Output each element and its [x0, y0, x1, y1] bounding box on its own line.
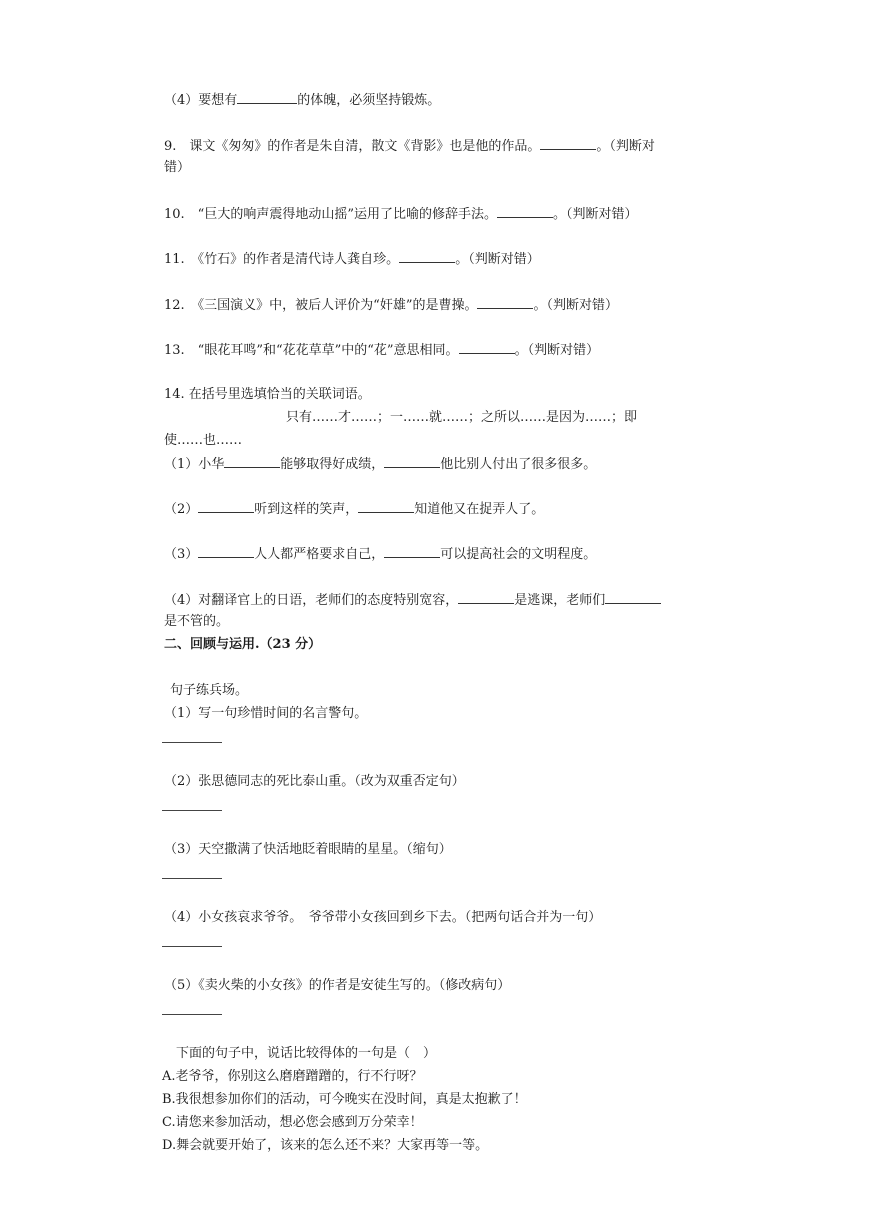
q8-4-text-after: 的体魄，必须坚持锻炼。 — [297, 93, 441, 108]
q14-sentence-2 — [164, 500, 544, 519]
section-2-heading — [164, 636, 321, 654]
sentence-practice-intro — [170, 682, 248, 700]
answer-blank[interactable] — [384, 545, 440, 558]
practice-item-3-text: （3）天空撒满了快活地眨着眼睛的星星。（缩句） — [164, 842, 452, 857]
mc-option-b-text: B.我很想参加你们的活动，可今晚实在没时间，真是太抱歉了！ — [162, 1092, 527, 1107]
answer-blank[interactable] — [540, 137, 596, 150]
q14-s2-part-a: （2） — [164, 502, 199, 517]
question-9-continued — [164, 159, 190, 177]
q9-text-line2: 错） — [164, 160, 191, 175]
practice-item-2 — [164, 773, 465, 791]
question-12 — [164, 296, 618, 315]
mc-option-d[interactable] — [162, 1137, 488, 1155]
q14-s1-part-a: （1）小华 — [164, 457, 225, 472]
q12-text: 12. 《三国演义》中，被后人评价为“奸雄”的是曹操。 — [164, 298, 478, 313]
practice-item-2-text: （2）张思德同志的死比泰山重。（改为双重否定句） — [164, 774, 465, 789]
mc-option-b[interactable] — [162, 1091, 527, 1109]
q14-title: 14. 在括号里选填恰当的关联词语。 — [164, 387, 371, 402]
q9-text: 9. 课文《匆匆》的作者是朱自清，散文《背影》也是他的作品。 — [164, 139, 541, 154]
answer-line[interactable] — [162, 742, 222, 743]
answer-blank[interactable] — [358, 500, 414, 513]
q14-s3-part-a: （3） — [164, 547, 199, 562]
q13-text-after: 。（判断对错） — [514, 343, 600, 358]
answer-blank[interactable] — [384, 455, 440, 468]
q14-s1-part-c: 他比别人付出了很多很多。 — [440, 457, 597, 472]
answer-blank[interactable] — [497, 205, 553, 218]
answer-blank[interactable] — [399, 250, 455, 263]
answer-blank[interactable] — [477, 296, 533, 309]
question-10 — [164, 205, 637, 224]
answer-blank[interactable] — [224, 455, 280, 468]
mc-option-d-text: D.舞会就要开始了，该来的怎么还不来？大家再等一等。 — [162, 1138, 489, 1153]
intro-text: 句子练兵场。 — [170, 683, 249, 698]
q10-text-after: 。（判断对错） — [552, 207, 638, 222]
q14-sentence-4-continued — [164, 613, 229, 631]
practice-item-4-text: （4）小女孩哀求爷爷。 爷爷带小女孩回到乡下去。（把两句话合并为一句） — [164, 910, 602, 925]
practice-item-1 — [164, 705, 367, 723]
q14-s1-part-b: 能够取得好成绩， — [280, 457, 385, 472]
mc-stem-text: 下面的句子中，说话比较得体的一句是（ ） — [176, 1046, 437, 1061]
q14-s3-part-c: 可以提高社会的文明程度。 — [440, 547, 597, 562]
q14-sentence-4 — [164, 591, 661, 610]
q14-s2-part-c: 知道他又在捉弄人了。 — [414, 502, 545, 517]
answer-line[interactable] — [162, 878, 222, 879]
q11-text-after: 。（判断对错） — [455, 252, 540, 267]
q8-4-text-before: （4）要想有 — [164, 93, 238, 108]
q14-s4-part-a: （4）对翻译官上的日语，老师们的态度特别宽容， — [164, 593, 459, 608]
q14-sentence-3 — [164, 545, 596, 564]
answer-blank[interactable] — [198, 545, 254, 558]
q14-options-line1 — [286, 409, 637, 427]
q14-options: 只有……才……；一……就……；之所以……是因为……；即 — [286, 410, 638, 425]
practice-item-5-text: （5）《卖火柴的小女孩》的作者是安徒生写的。（修改病句） — [164, 978, 511, 993]
q14-s4-part-b: 是逃课，老师们 — [514, 593, 606, 608]
q14-s2-part-b: 听到这样的笑声， — [254, 502, 359, 517]
answer-blank[interactable] — [237, 91, 297, 104]
q14-s3-part-b: 人人都严格要求自己， — [254, 547, 385, 562]
q14-s4-line2: 是不管的。 — [164, 614, 230, 629]
mc-option-a[interactable] — [162, 1068, 423, 1086]
answer-line[interactable] — [162, 1014, 222, 1015]
q14-options-line2 — [164, 432, 242, 450]
question-11 — [164, 250, 540, 269]
answer-line[interactable] — [162, 946, 222, 947]
answer-blank[interactable] — [459, 341, 515, 354]
section-2-title: 二、回顾与运用.（23 分） — [164, 637, 322, 652]
answer-blank[interactable] — [458, 591, 514, 604]
q13-text: 13. “眼花耳鸣”和“花花草草”中的“花”意思相同。 — [164, 343, 459, 358]
q12-text-after: 。（判断对错） — [533, 298, 618, 313]
q9-text-after: 。（判断对 — [596, 139, 655, 154]
mc-option-a-text: A.老爷爷，你别这么磨磨蹭蹭的，行不行呀？ — [162, 1069, 423, 1084]
mc-option-c-text: C.请您来参加活动，想必您会感到万分荣幸！ — [162, 1115, 423, 1130]
question-9 — [164, 137, 655, 156]
q14-sentence-1 — [164, 455, 596, 474]
answer-blank[interactable] — [198, 500, 254, 513]
question-13 — [164, 341, 599, 360]
q14-options-cont: 使……也…… — [164, 433, 243, 448]
mc-option-c[interactable] — [162, 1114, 423, 1132]
question-8-4 — [164, 91, 440, 110]
practice-item-4 — [164, 909, 601, 927]
practice-item-5 — [164, 977, 510, 995]
practice-item-1-text: （1）写一句珍惜时间的名言警句。 — [164, 706, 368, 721]
practice-item-3 — [164, 841, 452, 859]
question-14-title — [164, 386, 371, 404]
q11-text: 11. 《竹石》的作者是清代诗人龚自珍。 — [164, 252, 400, 267]
answer-line[interactable] — [162, 810, 222, 811]
answer-blank[interactable] — [605, 591, 661, 604]
mc-question-stem — [176, 1045, 436, 1063]
q10-text: 10. “巨大的响声震得地动山摇”运用了比喻的修辞手法。 — [164, 207, 497, 222]
